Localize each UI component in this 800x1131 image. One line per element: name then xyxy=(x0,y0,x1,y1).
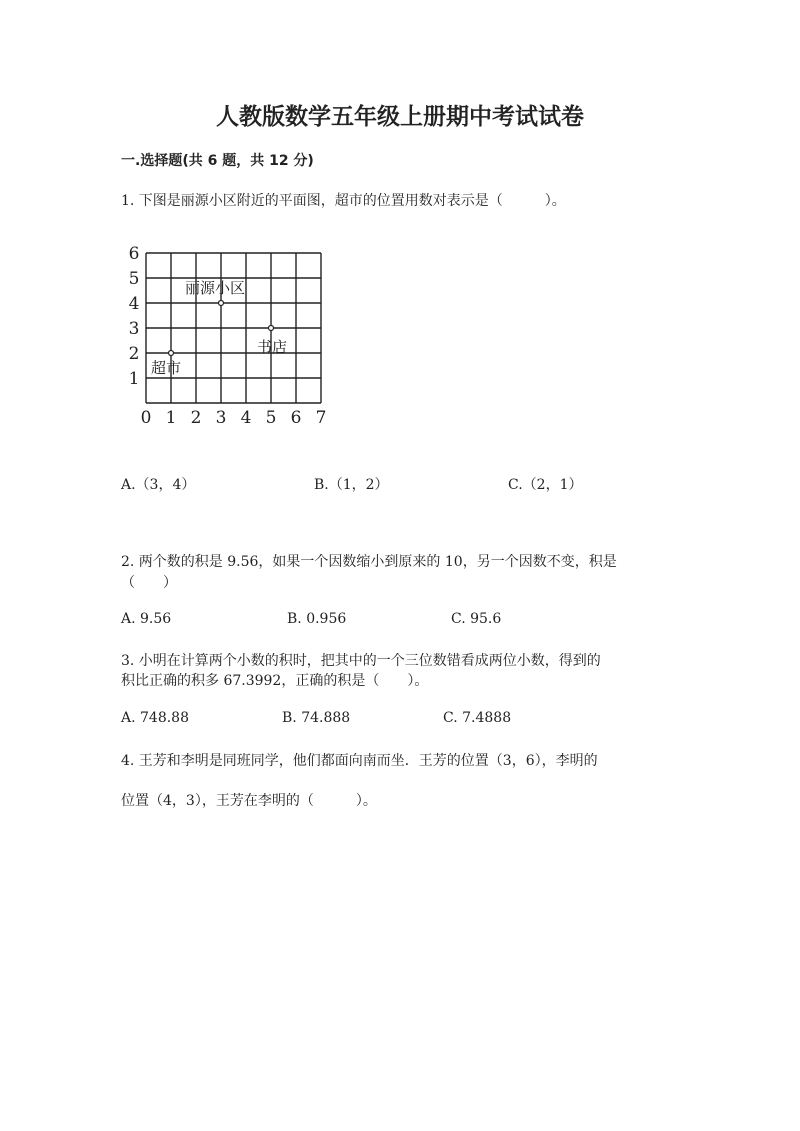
place-marker xyxy=(219,301,224,306)
q3-option-c[interactable]: C. 7.4888 xyxy=(443,710,512,726)
place-marker xyxy=(269,326,274,331)
q2-option-b[interactable]: B. 0.956 xyxy=(287,611,347,627)
q1-option-a[interactable]: A.（3，4） xyxy=(121,477,196,493)
page-title: 人教版数学五年级上册期中考试试卷 xyxy=(216,104,584,130)
y-tick-label: 1 xyxy=(128,369,140,389)
place-label: 超市 xyxy=(151,359,182,377)
q2-option-c[interactable]: C. 95.6 xyxy=(451,611,502,627)
question-3: 3. 小明在计算两个小数的积时，把其中的一个三位数错看成两位小数，得到的 xyxy=(121,653,601,669)
x-tick-label: 5 xyxy=(265,408,277,428)
x-tick-label: 6 xyxy=(290,408,302,428)
y-tick-label: 6 xyxy=(128,244,140,264)
question-4-line2: 位置（4，3），王芳在李明的（ ）。 xyxy=(121,793,377,809)
q1-option-b[interactable]: B.（1，2） xyxy=(314,477,389,493)
x-tick-label: 4 xyxy=(240,408,252,428)
x-tick-label: 0 xyxy=(140,408,152,428)
place-marker xyxy=(169,351,174,356)
x-tick-label: 2 xyxy=(190,408,202,428)
question-2-line2: （ ） xyxy=(121,575,177,591)
q1-option-c[interactable]: C.（2，1） xyxy=(508,477,583,493)
x-tick-label: 1 xyxy=(165,408,177,428)
question-2: 2. 两个数的积是 9.56，如果一个因数缩小到原来的 10，另一个因数不变，积是 xyxy=(121,554,617,570)
y-tick-label: 3 xyxy=(128,319,140,339)
question-3-line2: 积比正确的积多 67.3992，正确的积是（ ）。 xyxy=(121,673,429,689)
y-tick-label: 4 xyxy=(128,294,140,314)
place-label: 书店 xyxy=(257,338,288,356)
question-4: 4. 王芳和李明是同班同学，他们都面向南而坐．王芳的位置（3，6），李明的 xyxy=(121,753,598,769)
x-tick-label: 3 xyxy=(215,408,227,428)
question-1: 1. 下图是丽源小区附近的平面图，超市的位置用数对表示是（ ）。 xyxy=(121,193,566,209)
coordinate-grid-map xyxy=(120,240,340,430)
y-tick-label: 5 xyxy=(128,269,140,289)
section-heading: 一.选择题(共 6 题，共 12 分) xyxy=(121,153,314,169)
x-tick-label: 7 xyxy=(315,408,327,428)
q2-option-a[interactable]: A. 9.56 xyxy=(121,611,172,627)
q3-option-a[interactable]: A. 748.88 xyxy=(121,710,189,726)
place-label: 丽源小区 xyxy=(185,279,246,297)
y-tick-label: 2 xyxy=(128,344,140,364)
q3-option-b[interactable]: B. 74.888 xyxy=(282,710,351,726)
